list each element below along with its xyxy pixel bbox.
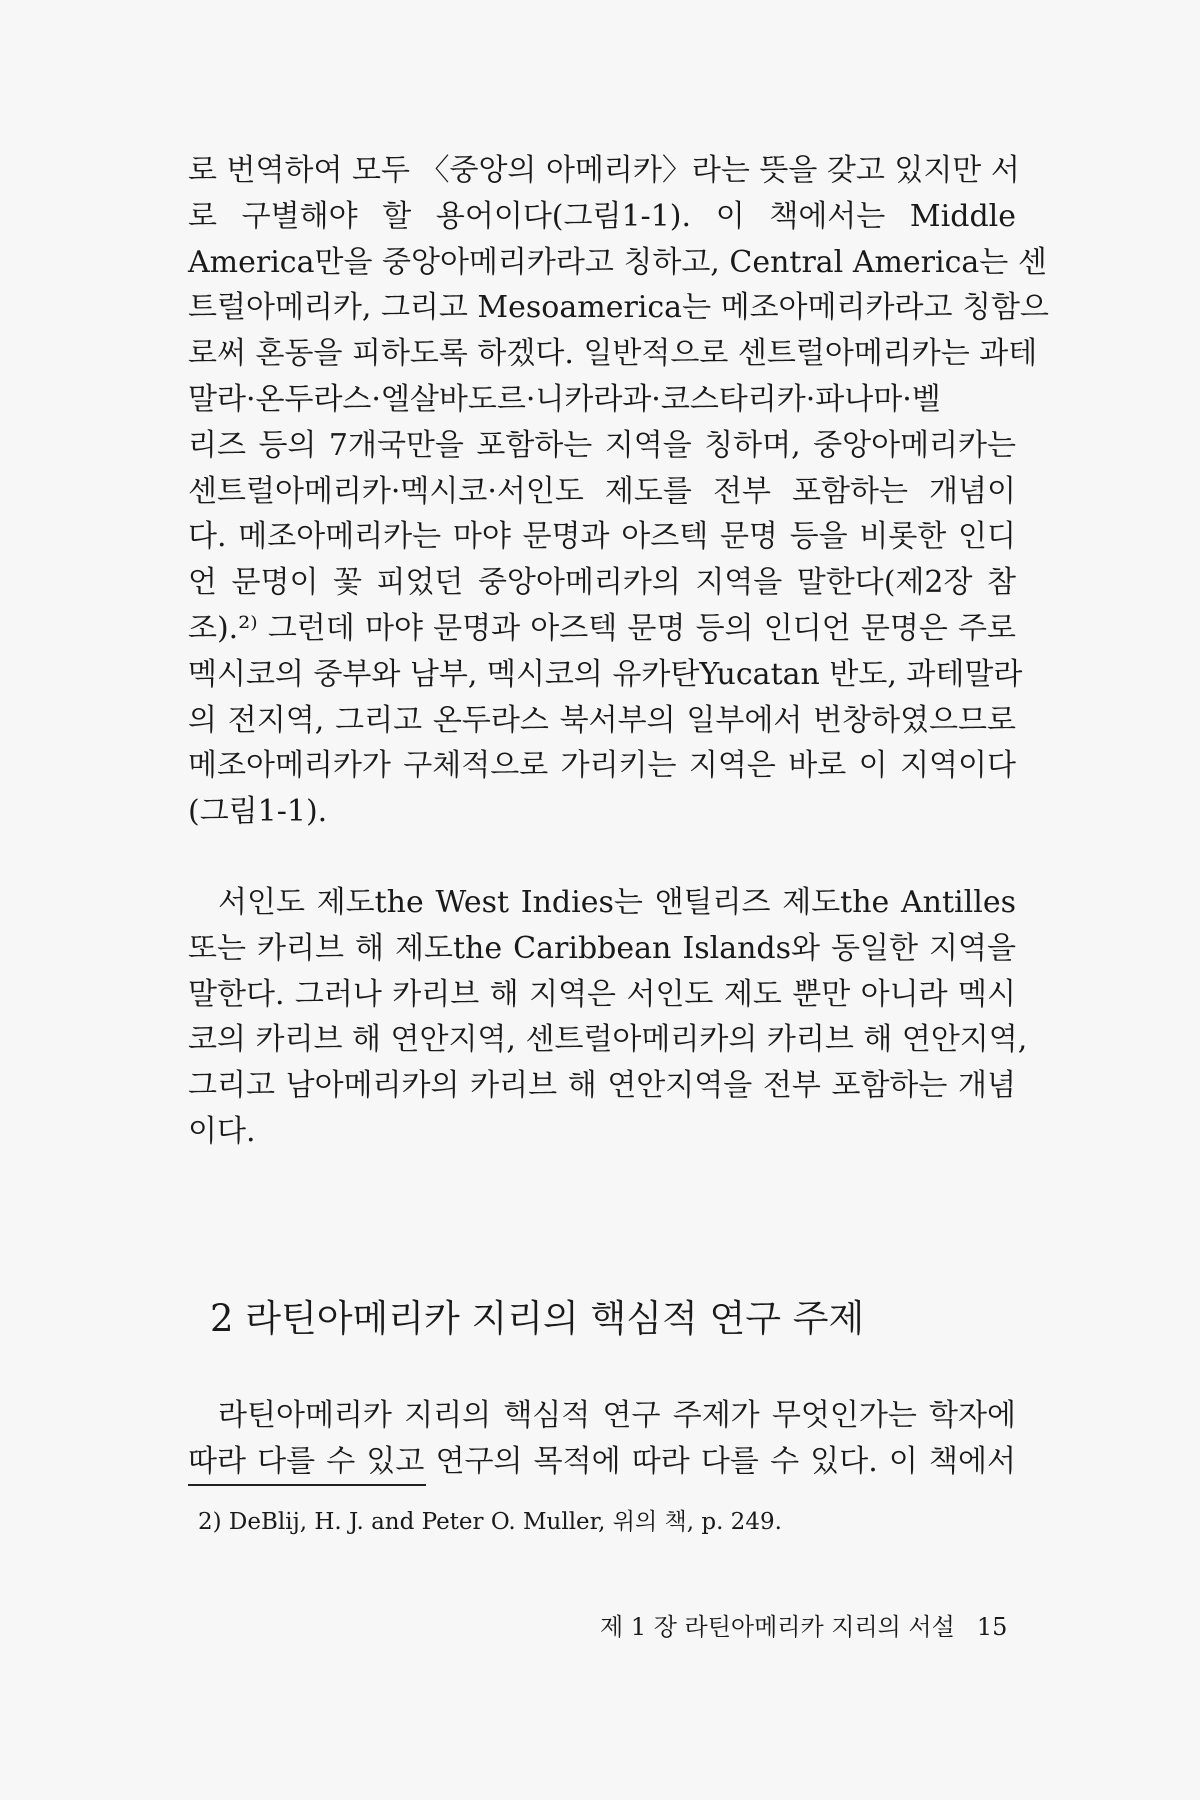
text-line: 언 문명이 꽃 피었던 중앙아메리카의 지역을 말한다(제2장 참 [188,565,1016,601]
text-line: 로 번역하여 모두 〈중앙의 아메리카〉라는 뜻을 갖고 있지만 서 [188,153,1020,188]
paragraph-3 [188,1393,1016,1485]
text-line: 말라·온두라스·엘살바도르·니카라과·코스타리카·파나마·벨 [188,381,941,417]
text-line: 트럴아메리카, 그리고 Mesoamerica는 메조아메리카라고 칭함으 [188,290,1049,326]
running-head: 제 1 장 라틴아메리카 지리의 서설 [600,1613,955,1641]
text-line: 라틴아메리카 지리의 핵심적 연구 주제가 무엇인가는 학자에 [218,1398,1016,1433]
footnote: 2) DeBlij, H. J. and Peter O. Muller, 위의 책, p. 249. [198,1509,782,1535]
text-line: 메조아메리카가 구체적으로 가리키는 지역은 바로 이 지역이다 [188,748,1016,784]
text-line: 다. 메조아메리카는 마야 문명과 아즈텍 문명 등을 비롯한 인디 [188,519,1016,555]
text-line: 따라 다를 수 있고 연구의 목적에 따라 다를 수 있다. 이 책에서 [188,1443,1016,1479]
text-line: 서인도 제도the West Indies는 앤틸리즈 제도the Antilles [218,885,1016,920]
paragraph-1 [188,148,1049,835]
page-footer [600,1610,1008,1644]
text-line: 이다. [188,1113,256,1149]
text-line: (그림1-1). [188,794,328,830]
text-line: 리즈 등의 7개국만을 포함하는 지역을 칭하며, 중앙아메리카는 [188,427,1016,463]
text-line: 조).²⁾ 그런데 마야 문명과 아즈텍 문명 등의 인디언 문명은 주로 [188,610,1016,646]
text-line: 센트럴아메리카·멕시코·서인도 제도를 전부 포함하는 개념이 [188,473,1016,509]
page-number: 15 [976,1613,1008,1641]
text-line: 코의 카리브 해 연안지역, 센트럴아메리카의 카리브 해 연안지역, [188,1022,1028,1058]
text-line: 로 구별해야 할 용어이다(그림1-1). 이 책에서는 Middle [188,198,1016,234]
text-line: 의 전지역, 그리고 온두라스 북서부의 일부에서 번창하였으므로 [188,702,1016,738]
text-line: 또는 카리브 해 제도the Caribbean Islands와 동일한 지역을 [188,930,1016,966]
text-line: 로써 혼동을 피하도록 하겠다. 일반적으로 센트럴아메리카는 과테 [188,336,1038,372]
footnote-divider [188,1484,426,1486]
text-line: 그리고 남아메리카의 카리브 해 연안지역을 전부 포함하는 개념 [188,1068,1016,1104]
paragraph-2 [188,880,1028,1155]
text-line: 멕시코의 중부와 남부, 멕시코의 유카탄Yucatan 반도, 과테말라 [188,656,1023,692]
text-line: 말한다. 그러나 카리브 해 지역은 서인도 제도 뿐만 아니라 멕시 [188,976,1016,1012]
text-line: America만을 중앙아메리카라고 칭하고, Central America는 센 [188,244,1047,280]
section-heading: 2 라틴아메리카 지리의 핵심적 연구 주제 [210,1297,865,1340]
